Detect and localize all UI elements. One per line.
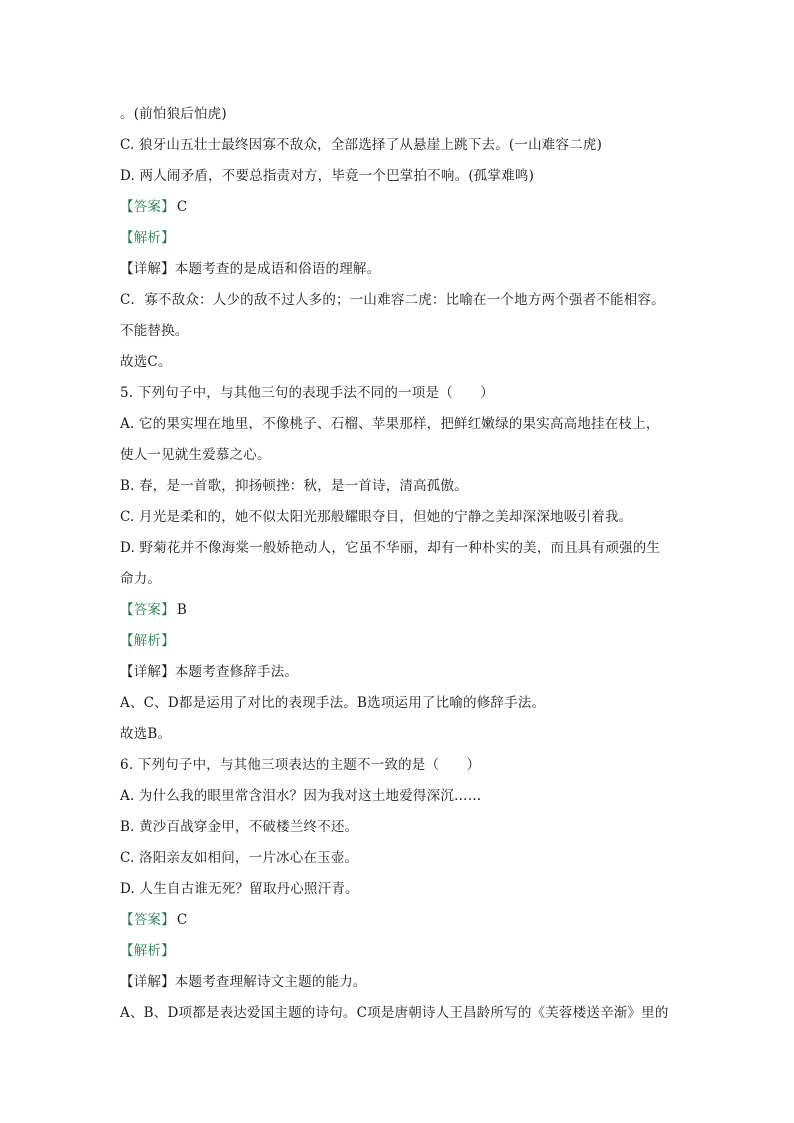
answer-line — [120, 197, 187, 217]
analysis-line — [120, 941, 175, 961]
explanation-line: A、C、D都是运用了对比的表现手法。B选项运用了比喻的修辞手法。 — [120, 695, 546, 711]
analysis-tag: 【解析】 — [120, 943, 175, 959]
question-6: 6. 下列句子中，与其他三项表达的主题不一致的是（ ） — [120, 757, 481, 773]
option-c: C. 洛阳亲友如相问，一片冰心在玉壶。 — [120, 850, 359, 866]
analysis-tag: 【解析】 — [120, 230, 175, 246]
detail-line: 【详解】本题考查修辞手法。 — [120, 664, 299, 680]
option-a: A. 为什么我的眼里常含泪水？因为我对这土地爱得深沉…… — [120, 788, 482, 804]
answer-value: B — [176, 602, 187, 618]
option-d: D. 野菊花并不像海棠一般娇艳动人，它虽不华丽，却有一种朴实的美，而且具有顽强的生 — [120, 540, 661, 556]
answer-tag: 【答案】 — [120, 199, 175, 215]
explanation-line: C．寡不敌众：人少的敌不过人多的；一山难容二虎：比喻在一个地方两个强者不能相容。 — [120, 292, 665, 308]
option-b: B. 春，是一首歌，抑扬顿挫：秋，是一首诗，清高孤傲。 — [120, 478, 468, 494]
explanation-line: A、B、D项都是表达爱国主题的诗句。C项是唐朝诗人王昌龄所写的《芙蓉楼送辛渐》里的 — [120, 1005, 669, 1021]
analysis-line — [120, 631, 175, 651]
answer-value: C — [176, 912, 188, 928]
option-b: B. 黄沙百战穿金甲，不破楼兰终不还。 — [120, 819, 359, 835]
answer-value: C — [176, 199, 188, 215]
detail-line: 【详解】本题考查的是成语和俗语的理解。 — [120, 261, 381, 277]
answer-tag: 【答案】 — [120, 912, 175, 928]
analysis-tag: 【解析】 — [120, 633, 175, 649]
answer-tag: 【答案】 — [120, 602, 175, 618]
answer-line — [120, 910, 187, 930]
option-d: D. 人生自古谁无死？留取丹心照汗青。 — [120, 881, 359, 897]
conclusion-line: 故选C。 — [120, 354, 172, 370]
analysis-line — [120, 228, 175, 248]
option-a-cont: 使人一见就生爱慕之心。 — [120, 447, 271, 463]
question-5: 5. 下列句子中，与其他三句的表现手法不同的一项是（ ） — [120, 385, 494, 401]
conclusion-line: 故选B。 — [120, 726, 172, 742]
option-c: C. 月光是柔和的，她不似太阳光那般耀眼夺目，但她的宁静之美却深深地吸引着我。 — [120, 509, 633, 525]
option-d: D. 两人闹矛盾，不要总指责对方，毕竟一个巴掌拍不响。(孤掌难鸣) — [120, 168, 535, 184]
text-line: 。(前怕狼后怕虎) — [120, 106, 227, 122]
answer-line — [120, 600, 187, 620]
option-d-cont: 命力。 — [120, 571, 162, 587]
explanation-line: 不能替换。 — [120, 323, 189, 339]
option-c: C. 狼牙山五壮士最终因寡不敌众，全部选择了从悬崖上跳下去。(一山难容二虎) — [120, 137, 603, 153]
detail-line: 【详解】本题考查理解诗文主题的能力。 — [120, 974, 367, 990]
option-a: A. 它的果实埋在地里，不像桃子、石榴、苹果那样，把鲜红嫩绿的果实高高地挂在枝上， — [120, 416, 660, 432]
